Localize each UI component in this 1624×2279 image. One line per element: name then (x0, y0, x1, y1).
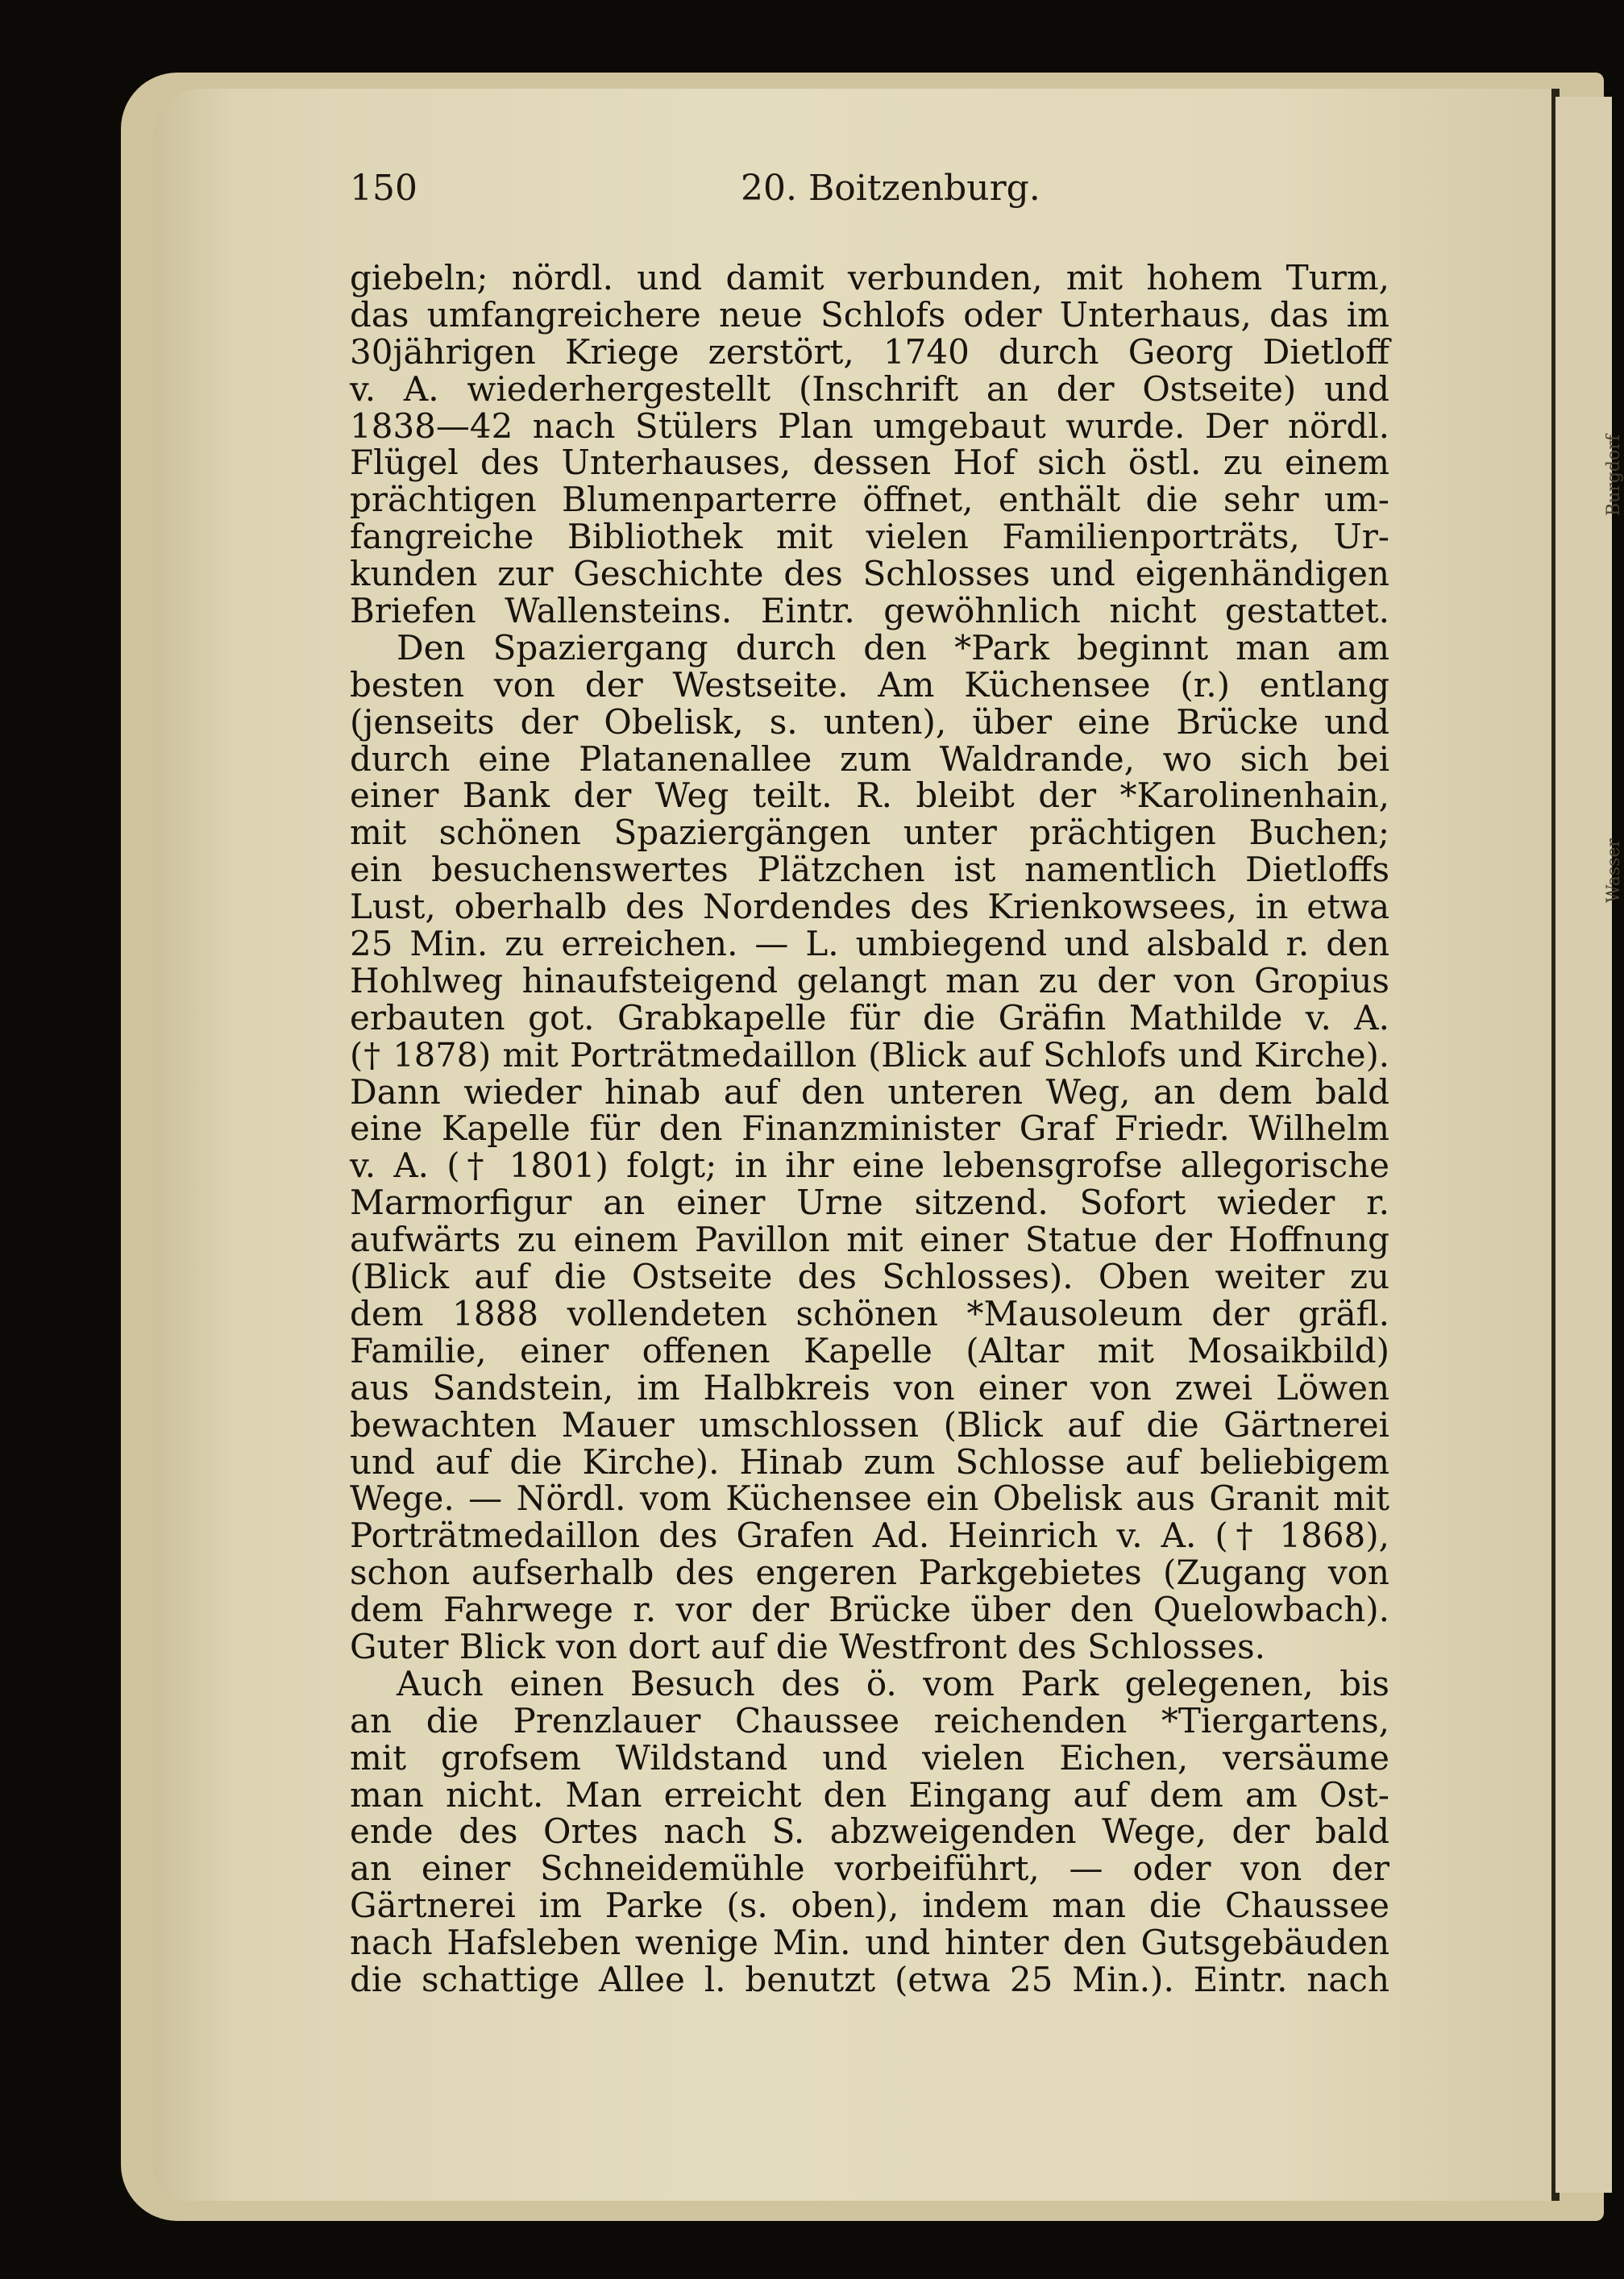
text-line: ende des Ortes nach S. abzweigenden Wege, der bald (350, 1811, 1389, 1852)
text-line: giebeln; nördl. und damit verbunden, mit hohem Turm, (350, 258, 1389, 297)
text-line: Porträtmedaillon des Grafen Ad. Heinrich v. A. († 1868), (350, 1516, 1389, 1556)
text-line: eine Kapelle für den Finanzminister Graf Friedr. Wilhelm (350, 1108, 1389, 1149)
text-line: Lust, oberhalb des Nordendes des Krienkowsees, in etwa (350, 887, 1389, 927)
text-line: bewachten Mauer umschlossen (Blick auf die Gärtnerei (350, 1404, 1389, 1445)
text-line: die schattige Allee l. benutzt (etwa 25 Min.). Eintr. nach (350, 1959, 1389, 1999)
text-line: Wege. — Nördl. vom Küchensee ein Obelisk aus Granit mit (350, 1478, 1389, 1519)
text-line: ein besuchenswertes Plätzchen ist namentlich Dietloffs (350, 850, 1389, 890)
text-line: dem 1888 vollendeten schönen *Mausoleum der gräfl. (350, 1293, 1389, 1333)
text-line: man nicht. Man erreicht den Eingang auf dem am Ost- (350, 1774, 1389, 1815)
text-line: das umfangreichere neue Schlofs oder Unterhaus, das im (350, 294, 1389, 335)
running-title: 20. Boitzenburg. (741, 168, 1040, 209)
text-line: kunden zur Geschichte des Schlosses und eigenhändigen (350, 554, 1389, 594)
text-line: und auf die Kirche). Hinab zum Schlosse auf beliebigem (350, 1441, 1389, 1482)
text-line: Marmorfigur an einer Urne sitzend. Sofort wieder r. (350, 1183, 1389, 1223)
facing-page-fragment: Wasser (1604, 838, 1624, 903)
text-line: nach Hafsleben wenige Min. und hinter den Gutsgebäuden (350, 1923, 1389, 1963)
body-text (350, 260, 1389, 1998)
text-line: an einer Schneidemühle vorbeiführt, — oder von der (350, 1849, 1389, 1889)
text-line: erbauten got. Grabkapelle für die Gräfin Mathilde v. A. (350, 997, 1389, 1038)
text-line: Hohlweg hinaufsteigend gelangt man zu der von Gropius (350, 960, 1389, 1000)
text-line: dem Fahrwege r. vor der Brücke über den Quelowbach). (350, 1590, 1389, 1630)
text-line: fangreiche Bibliothek mit vielen Familienporträts, Ur- (350, 517, 1389, 557)
text-line: aufwärts zu einem Pavillon mit einer Statue der Hoffnung (350, 1220, 1389, 1260)
text-line: 25 Min. zu erreichen. — L. umbiegend und alsbald r. den (350, 924, 1389, 964)
text-line: († 1878) mit Porträtmedaillon (Blick auf Schlofs und Kirche). (350, 1034, 1389, 1075)
text-line: einer Bank der Weg teilt. R. bleibt der *Karolinenhain, (350, 776, 1389, 816)
text-line: Flügel des Unterhauses, dessen Hof sich östl. zu einem (350, 443, 1389, 483)
text-line: (Blick auf die Ostseite des Schlosses). Oben weiter zu (350, 1257, 1389, 1297)
text-line: v. A. († 1801) folgt; in ihr eine lebensgrofse allegorische (350, 1146, 1389, 1186)
text-line: mit grofsem Wildstand und vielen Eichen, versäume (350, 1737, 1389, 1778)
text-line: schon aufserhalb des engeren Parkgebietes (Zugang von (350, 1553, 1389, 1593)
text-line: v. A. wiederhergestellt (Inschrift an der Ostseite) und (350, 368, 1389, 409)
text-line: an die Prenzlauer Chaussee reichenden *Tiergartens, (350, 1700, 1389, 1740)
page-number: 150 (350, 168, 417, 209)
text-line: (jenseits der Obelisk, s. unten), über eine Brücke und (350, 701, 1389, 742)
text-line: Briefen Wallensteins. Eintr. gewöhnlich nicht gestattet. (350, 591, 1389, 631)
paragraph-start-line: Den Spaziergang durch den *Park beginnt man am (397, 627, 1389, 667)
text-line: Gärtnerei im Parke (s. oben), indem man die Chaussee (350, 1886, 1389, 1926)
text-line: 1838—42 nach Stülers Plan umgebaut wurde. Der nördl. (350, 405, 1389, 446)
paragraph-end-line: Guter Blick von dort auf die Westfront des Schlosses. (350, 1626, 1266, 1666)
text-line: besten von der Westseite. Am Küchensee (r.) entlang (350, 664, 1389, 705)
text-line: 30jährigen Kriege zerstört, 1740 durch Georg Dietloff (350, 331, 1389, 372)
text-line: aus Sandstein, im Halbkreis von einer von zwei Löwen (350, 1367, 1389, 1408)
text-line: prächtigen Blumenparterre öffnet, enthält die sehr um- (350, 480, 1389, 520)
facing-page-fragment: Burgdorf (1604, 435, 1624, 516)
facing-page-strip (1555, 97, 1612, 2193)
text-line: mit schönen Spaziergängen unter prächtigen Buchen; (350, 813, 1389, 853)
text-line: Dann wieder hinab auf den unteren Weg, an dem bald (350, 1071, 1389, 1112)
text-line: Familie, einer offenen Kapelle (Altar mit Mosaikbild) (350, 1330, 1389, 1370)
text-line: durch eine Platanenallee zum Waldrande, wo sich bei (350, 738, 1389, 779)
paragraph-start-line: Auch einen Besuch des ö. vom Park gelegenen, bis (397, 1663, 1389, 1703)
